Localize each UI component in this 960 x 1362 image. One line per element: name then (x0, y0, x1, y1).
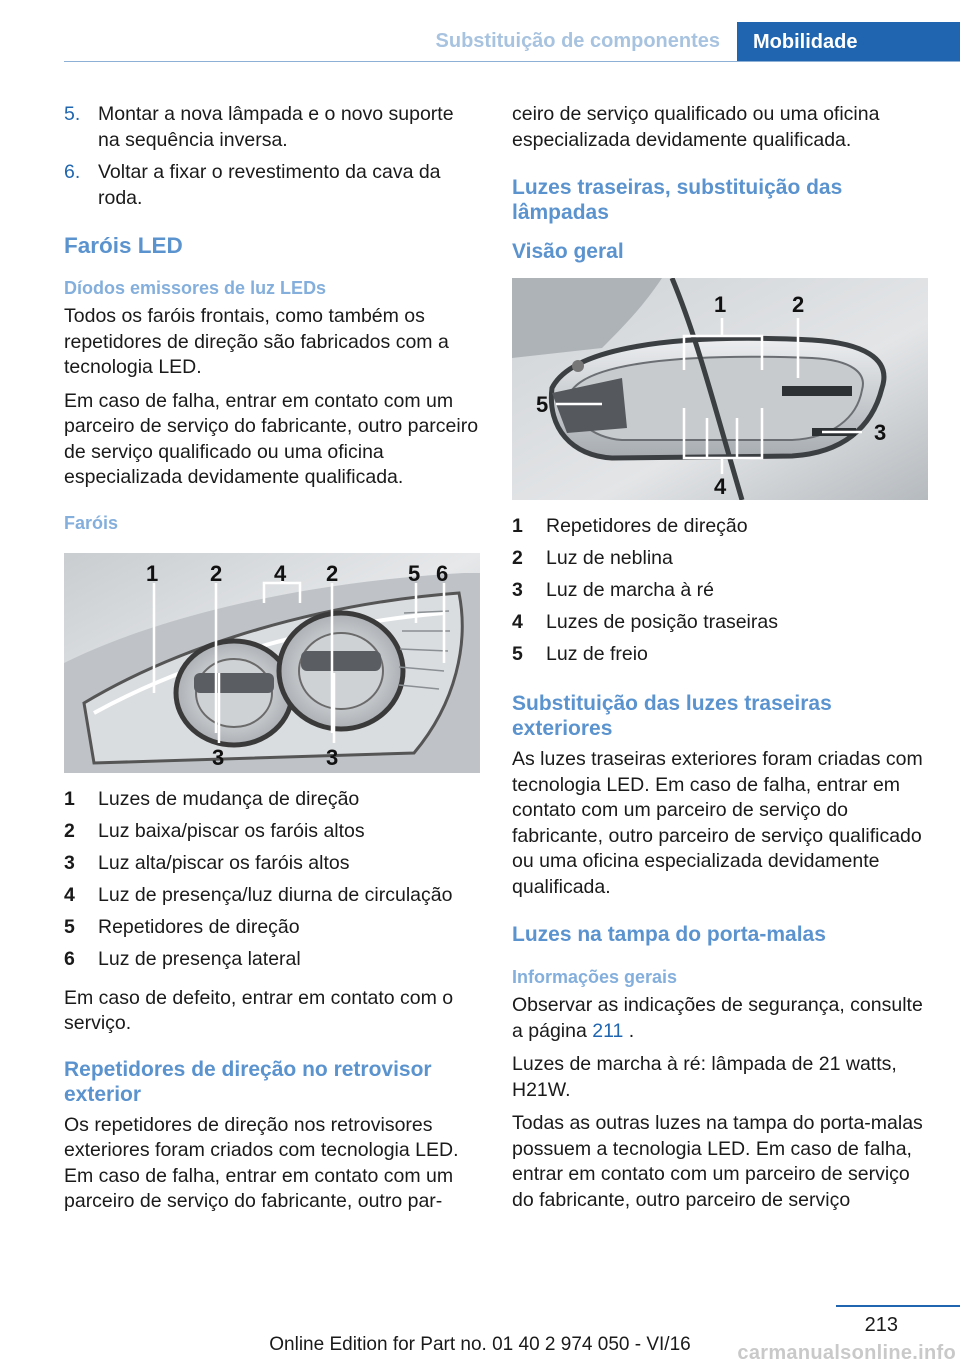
legend-text: Luz de marcha à ré (546, 579, 715, 601)
figure-callout: 2 (210, 560, 223, 586)
legend-number: 4 (512, 611, 523, 633)
watermark: carmanualsonline.info (737, 1342, 956, 1362)
step-text: Montar a nova lâmpada e o novo suporte na sequência inversa. (98, 103, 454, 151)
legend-item (64, 883, 480, 908)
page-number: 213 (864, 1314, 898, 1336)
headlight-illustration (64, 553, 480, 773)
legend-number: 6 (64, 947, 75, 970)
legend-number: 2 (512, 547, 523, 569)
legend-number: 3 (512, 579, 523, 601)
figure-callout: 5 (536, 392, 549, 417)
heading-substituicao-exteriores: Substituição das luzes traseiras exteriores (512, 692, 832, 740)
figure-callout: 1 (714, 292, 727, 317)
legend-number: 5 (64, 915, 75, 938)
footer-rule (836, 1305, 960, 1307)
page-footer (0, 1300, 960, 1362)
paragraph-led-tech: Todos os faróis frontais, como também os repetidores de direção são fabricados com a tecnologia LED. (64, 305, 449, 378)
figure-callout: 6 (436, 560, 449, 586)
legend-text: Luz de presença lateral (98, 947, 301, 970)
heading-visao-geral: Visão geral (512, 240, 624, 263)
legend-text: Luzes de mudança de direção (98, 787, 360, 810)
paragraph-mirror-led: Os repetidores de direção nos retrovisores exteriores foram criados com tecnologia LED. Em caso de falha, entrar em contato com um parceiro de serviço do fabricante, outro par- (64, 1113, 459, 1212)
step-number: 5. (64, 103, 81, 125)
legend-item (512, 642, 928, 667)
figure-callout: 3 (874, 420, 887, 445)
figure-callout: 3 (212, 744, 225, 770)
header-chapter-tab: Mobilidade (737, 22, 960, 62)
edition-note: Online Edition for Part no. 01 40 2 974 050 - VI/16 (269, 1334, 691, 1355)
paragraph-exterior-led: As luzes traseiras exteriores foram criadas com tecnologia LED. Em caso de falha, entrar em contato com um parceiro de serviço do fabricante, outro parceiro de serviço qualificado ou uma oficina especializada devidamente qualificada. (512, 748, 923, 898)
heading-farois-led: Faróis LED (64, 233, 183, 258)
figure-callout: 1 (146, 560, 159, 586)
left-column (64, 102, 480, 1223)
figure-callout: 2 (792, 292, 805, 317)
legend-number: 4 (64, 883, 75, 906)
page-link-211[interactable]: 211 (592, 1019, 624, 1042)
step-number: 6. (64, 161, 81, 183)
steps-list (64, 102, 480, 211)
legend-text: Luz alta/piscar os faróis altos (98, 851, 350, 874)
headlight-legend (64, 787, 480, 972)
legend-item (64, 947, 480, 972)
legend-text: Luz de freio (546, 643, 648, 665)
legend-item (512, 610, 928, 635)
legend-number: 1 (512, 515, 523, 537)
heading-luzes-traseiras: Luzes traseiras, substituição das lâmpadas (512, 176, 843, 224)
legend-text: Luz baixa/piscar os faróis altos (98, 819, 365, 842)
heading-diodos: Díodos emissores de luz LEDs (64, 278, 327, 298)
legend-item (512, 514, 928, 539)
legend-item (64, 787, 480, 812)
taillight-legend (512, 514, 928, 667)
figure-callout: 3 (326, 744, 339, 770)
paragraph-reverse-lamp: Luzes de marcha à ré: lâmpada de 21 watts, H21W. (512, 1053, 897, 1101)
heading-informacoes-gerais: Informações gerais (512, 967, 678, 987)
legend-number: 5 (512, 643, 523, 665)
headlight-figure (64, 553, 480, 773)
legend-text: Repetidores de direção (98, 915, 300, 938)
figure-callout: 5 (408, 560, 421, 586)
heading-tampa-porta-malas: Luzes na tampa do porta-malas (512, 923, 826, 946)
legend-text: Repetidores de direção (546, 515, 748, 537)
right-column (512, 102, 928, 1221)
paragraph-defect: Em caso de defeito, entrar em contato com o serviço. (64, 986, 454, 1034)
legend-item (512, 578, 928, 603)
legend-text: Luzes de posição traseiras (546, 611, 778, 633)
paragraph-continued: ceiro de serviço qualificado ou uma oficina especializada devidamente qualificada. (512, 103, 880, 151)
legend-item (64, 851, 480, 876)
taillight-figure (512, 278, 928, 500)
legend-text: Luz de presença/luz diurna de circulação (98, 883, 453, 906)
legend-number: 1 (64, 787, 75, 810)
page-header (0, 0, 960, 62)
heading-repetidores-retrovisor: Repetidores de direção no retrovisor exterior (64, 1057, 432, 1106)
legend-item (512, 546, 928, 571)
legend-text: Luz de neblina (546, 547, 673, 569)
figure-callout: 2 (326, 560, 339, 586)
paragraph-led-failure: Em caso de falha, entrar em contato com um parceiro de serviço do fabricante, outro parceiro de serviço qualificado ou uma oficina especializada devidamente qualificada. (64, 389, 479, 488)
header-rule (64, 61, 960, 62)
legend-number: 2 (64, 819, 75, 842)
step-item (64, 102, 480, 153)
legend-number: 3 (64, 851, 75, 874)
legend-item (64, 819, 480, 844)
paragraph-trunk-led: Todas as outras luzes na tampa do porta-malas possuem a tecnologia LED. Em caso de falha, entrar em contato com um parceiro de serviço do fabricante, outro parceiro de serviço (512, 1112, 923, 1211)
figure-callout: 4 (714, 474, 727, 499)
heading-farois: Faróis (64, 512, 119, 533)
safety-text-end: . (628, 1019, 635, 1042)
legend-item (64, 915, 480, 940)
paragraph-safety-reference (512, 993, 928, 1044)
header-section-title: Substituição de componentes (435, 30, 720, 52)
step-item (64, 160, 480, 211)
step-text: Voltar a fixar o revestimento da cava da roda. (98, 161, 441, 209)
safety-text: Observar as indicações de segurança, consulte a página (512, 994, 923, 1042)
figure-callout: 4 (274, 560, 287, 586)
taillight-illustration (512, 278, 928, 500)
